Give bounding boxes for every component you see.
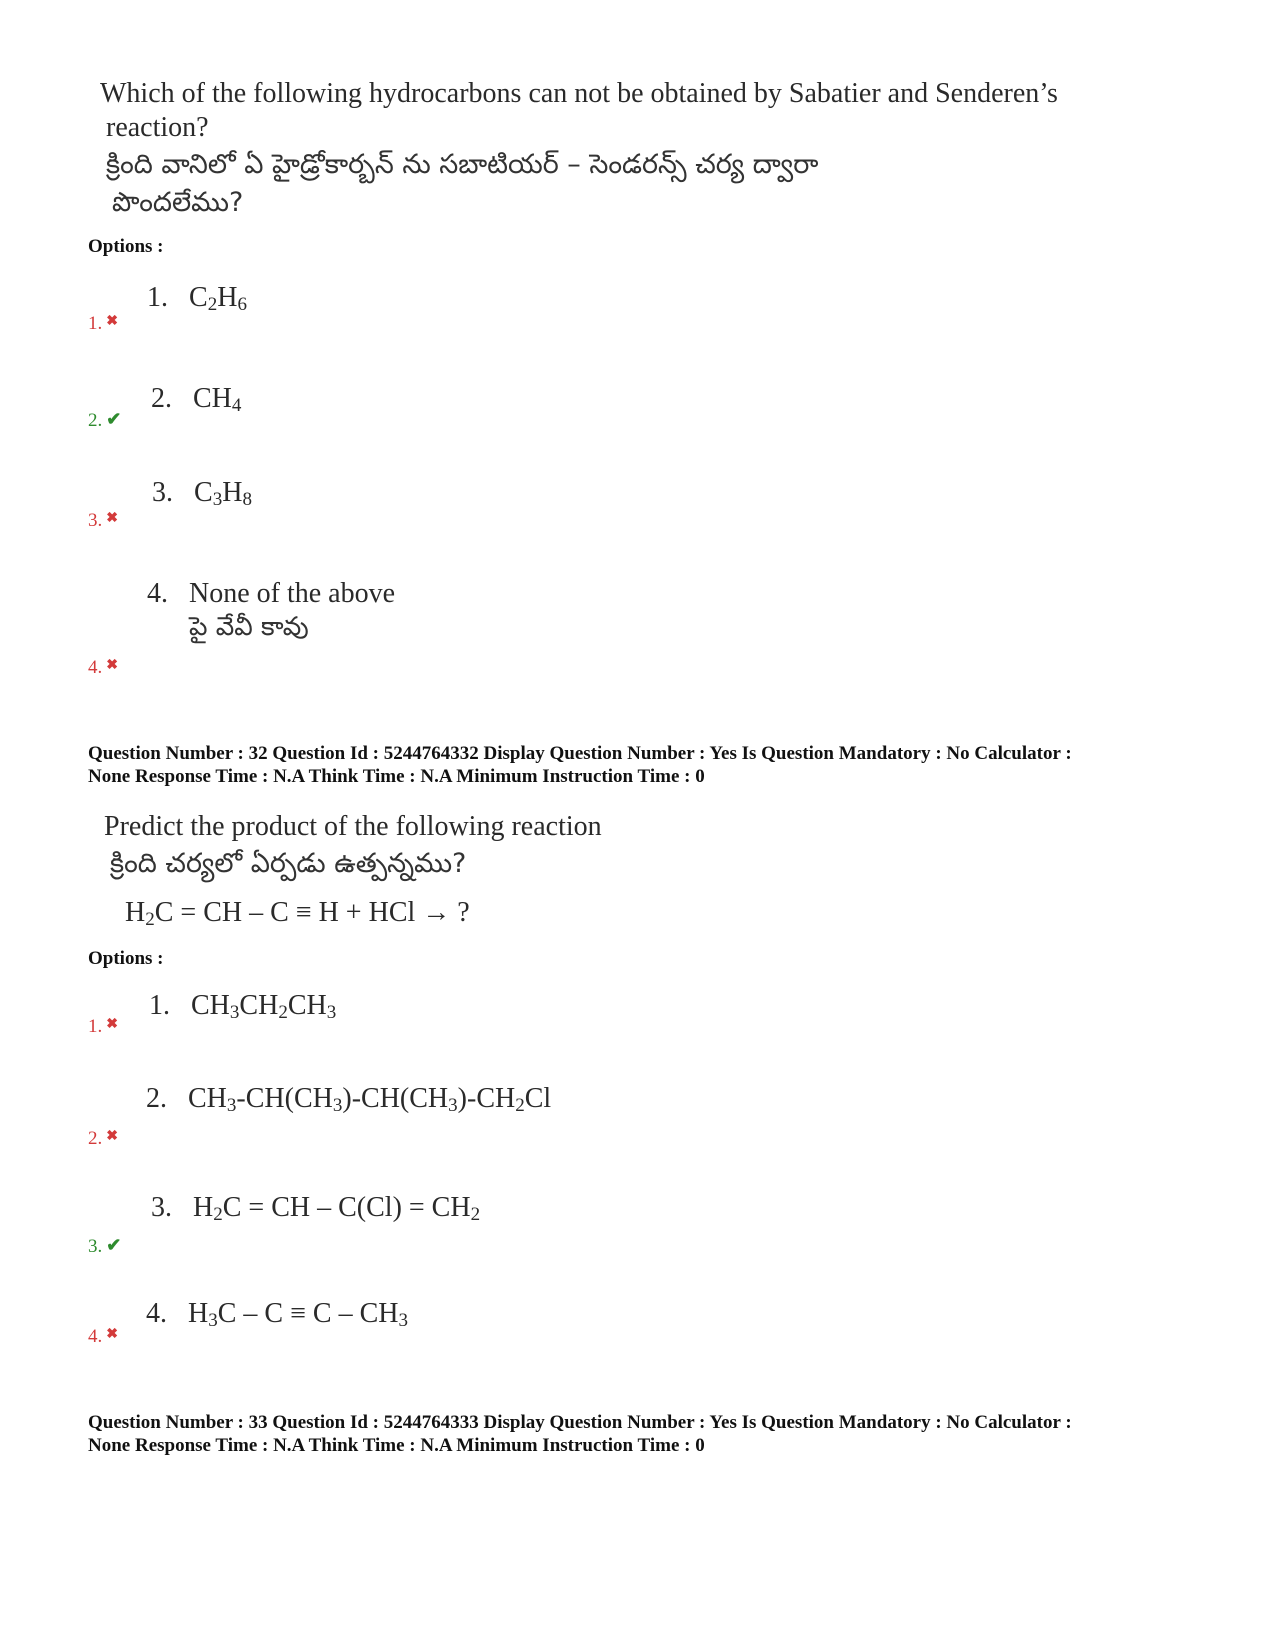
option-number: 1. bbox=[149, 990, 170, 1021]
q32-option-3: 3. $H_2C$ = CH – $C(Cl) = CH_2$ bbox=[151, 1192, 481, 1226]
question-meta-33: Question Number : 33 Question Id : 5244764333 Display Question Number : Yes Is Question Mandatory : No Calculator : None Response Time : N.A Think Time : N.A Minimum Instruction Time : 0 bbox=[88, 1412, 1072, 1456]
q31-option-3-marker: 3. ✖ bbox=[88, 510, 118, 531]
cross-icon: ✖ bbox=[106, 1327, 118, 1342]
q31-options-label: Options : bbox=[88, 236, 164, 257]
q31-text-en-2: reaction? bbox=[106, 112, 209, 143]
cross-icon: ✖ bbox=[106, 314, 118, 329]
q32-equation: $H_2C$ = CH – C ≡ H + HCl → ? bbox=[125, 897, 470, 931]
q31-text-en-1: Which of the following hydrocarbons can not be obtained by Sabatier and Senderen’s bbox=[100, 78, 1058, 109]
q31-option-4-marker: 4. ✖ bbox=[88, 657, 118, 678]
q32-option-4-marker: 4. ✖ bbox=[88, 1326, 118, 1347]
cross-icon: ✖ bbox=[106, 511, 118, 526]
cross-icon: ✖ bbox=[106, 658, 118, 673]
q31-text-te-2: పొందలేము? bbox=[112, 187, 244, 218]
option-number: 1. bbox=[147, 282, 168, 313]
option-number: 4. bbox=[146, 1298, 167, 1329]
q31-text-te-1: క్రింది వానిలో ఏ హైడ్రోకార్బన్ ను సబాటియర్ – సెండరన్స్ చర్య ద్వారా bbox=[106, 149, 819, 180]
q32-option-3-marker: 3. ✔ bbox=[88, 1235, 122, 1257]
check-icon: ✔ bbox=[106, 409, 122, 429]
cross-icon: ✖ bbox=[106, 1017, 118, 1032]
cross-icon: ✖ bbox=[106, 1129, 118, 1144]
option-telugu-text: పై వేవీ కావు bbox=[189, 612, 309, 642]
q32-text-te: క్రింది చర్యలో ఏర్పడు ఉత్పన్నము? bbox=[110, 848, 467, 879]
check-icon: ✔ bbox=[106, 1235, 122, 1255]
q31-option-4: 4. None of the above పై వేవీ కావు bbox=[147, 578, 395, 648]
q32-option-2: 2. $CH_3-CH(CH_3)-CH(CH_3)-CH_2Cl$ bbox=[146, 1083, 552, 1117]
q32-option-2-marker: 2. ✖ bbox=[88, 1128, 118, 1149]
option-number: 4. bbox=[147, 578, 168, 609]
option-number: 3. bbox=[152, 477, 173, 508]
q31-option-3: 3. $C_3H_8$ bbox=[152, 477, 252, 511]
q31-option-1-marker: 1. ✖ bbox=[88, 313, 118, 334]
option-number: 3. bbox=[151, 1192, 172, 1223]
q32-options-label: Options : bbox=[88, 948, 164, 969]
q32-option-1: 1. $CH_3CH_2CH_3$ bbox=[149, 990, 337, 1024]
q32-option-4: 4. $H_3C - C \equiv C - CH_3$ bbox=[146, 1298, 408, 1332]
q31-option-2: 2. $CH_4$ bbox=[151, 383, 242, 417]
q32-text-en: Predict the product of the following reaction bbox=[104, 811, 602, 842]
q31-option-1: 1. $C_2H_6$ bbox=[147, 282, 247, 316]
q32-option-1-marker: 1. ✖ bbox=[88, 1016, 118, 1037]
q31-option-2-marker: 2. ✔ bbox=[88, 409, 122, 431]
option-number: 2. bbox=[151, 383, 172, 414]
option-number: 2. bbox=[146, 1083, 167, 1114]
question-meta-32: Question Number : 32 Question Id : 5244764332 Display Question Number : Yes Is Question Mandatory : No Calculator : None Response Time : N.A Think Time : N.A Minimum Instruction Time : 0 bbox=[88, 743, 1072, 787]
